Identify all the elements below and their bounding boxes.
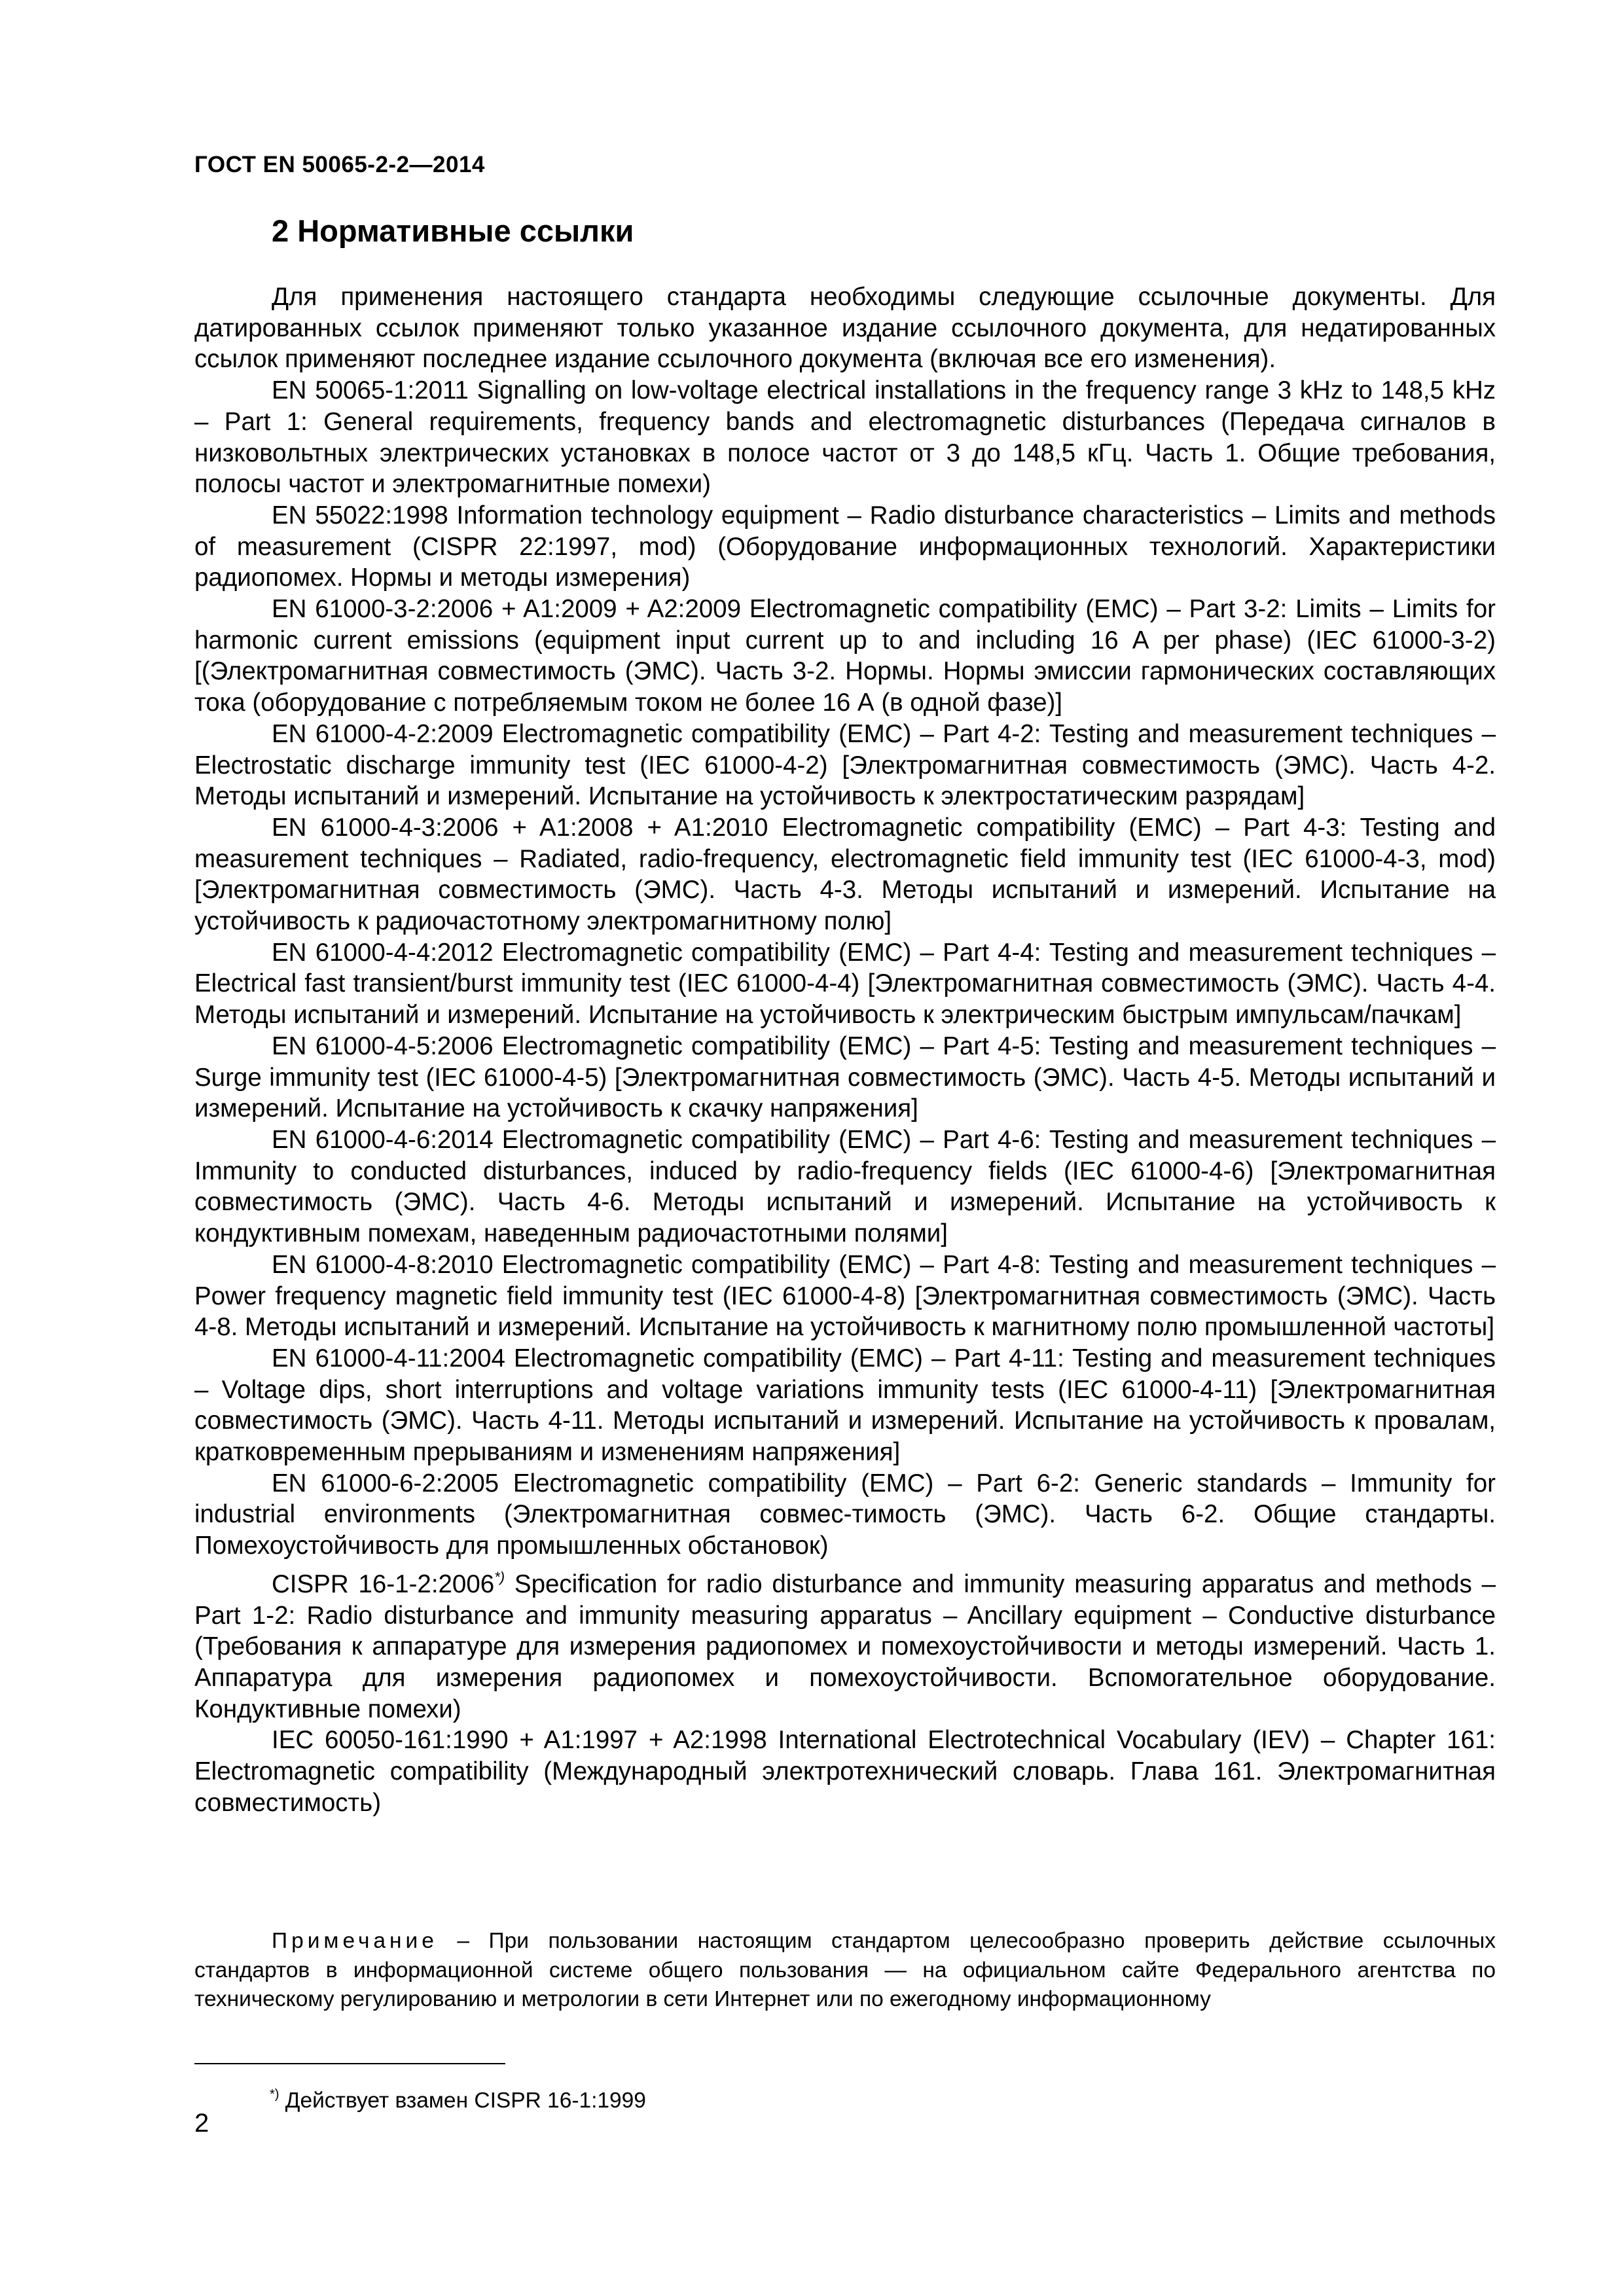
reference-item: EN 61000-4-3:2006 + A1:2008 + A1:2010 Electromagnetic compatibility (EMC) – Part 4-3: Testing and measurement techniques – Radiated, radio-frequency, electromagnetic field immunity test (IEC 61000-4-3, mod) [Электромагнитная совместимость (ЭМС). Часть 4-3. Методы испытаний и измерений. Испытание на устойчивость к радиочастотному электромагнитному полю] xyxy=(194,813,1496,936)
reference-item: EN 55022:1998 Information technology equipment – Radio disturbance characteristics – Limits and methods of measurement (CISPR 22:1997, mod) (Оборудование информационных технологий. Характеристики радиопомех. Нормы и методы измерения) xyxy=(194,501,1496,592)
footnote xyxy=(270,2080,646,2115)
reference-item: EN 61000-4-2:2009 Electromagnetic compatibility (EMC) – Part 4-2: Testing and measurement techniques – Electrostatic discharge immunity test (IEC 61000-4-2) [Электромагнитная совместимость (ЭМС). Часть 4-2. Методы испытаний и измерений. Испытание на устойчивость к электростатическим разрядам] xyxy=(194,719,1496,811)
reference-item: EN 61000-6-2:2005 Electromagnetic compatibility (EMC) – Part 6-2: Generic standards – Immunity for industrial environments (Электромагнитная совмес-тимость (ЭМС). Часть 6-2. Общие стандарты. Помехоустойчивость для промышленных обстановок) xyxy=(194,1469,1496,1560)
reference-code: CISPR 16-1-2:2006 xyxy=(272,1570,495,1598)
page-number: 2 xyxy=(194,2109,209,2138)
reference-item: EN 61000-4-5:2006 Electromagnetic compatibility (EMC) – Part 4-5: Testing and measurement techniques – Surge immunity test (IEC 61000-4-5) [Электромагнитная совместимость (ЭМС). Часть 4-5. Методы испытаний и измерений. Испытание на устойчивость к скачку напряжения] xyxy=(194,1031,1496,1123)
section-title: 2 Нормативные ссылки xyxy=(272,213,634,248)
reference-text: Specification for radio disturbance and immunity measuring apparatus and methods – Part 1-2: Radio disturbance and immunity measuring apparatus – Ancillary equipment – Conductive disturbance (Требования к аппаратуре для измерения радиопомех и помехоустойчивости и методы измерений. Часть 1. Аппаратура для измерения радиопомех и помехоустойчивости. Вспомогательное оборудование. Кондуктивные помехи) xyxy=(194,1570,1496,1723)
note-label: Примечание xyxy=(272,1929,438,1953)
reference-item: EN 61000-4-4:2012 Electromagnetic compatibility (EMC) – Part 4-4: Testing and measurement techniques – Electrical fast transient/burst immunity test (IEC 61000-4-4) [Электромагнитная совместимость (ЭМС). Часть 4-4. Методы испытаний и измерений. Испытание на устойчивость к электрическим быстрым импульсам/пачкам] xyxy=(194,938,1496,1030)
reference-item: EN 61000-4-11:2004 Electromagnetic compatibility (EMC) – Part 4-11: Testing and measurement techniques – Voltage dips, short interruptions and voltage variations immunity tests (IEC 61000-4-11) [Электромагнитная совместимость (ЭМС). Часть 4-11. Методы испытаний и измерений. Испытание на устойчивость к провалам, кратковременным прерываниям и изменениям напряжения] xyxy=(194,1344,1496,1467)
note-text: – При пользовании настоящим стандартом целесообразно проверить действие ссылочных стандартов в информационной системе общего пользования — на официальном сайте Федерального агентства по техническому регулированию и метрологии в сети Интернет или по ежегодному информационному xyxy=(194,1929,1496,2011)
reference-item: EN 61000-4-8:2010 Electromagnetic compatibility (EMC) – Part 4-8: Testing and measurement techniques – Power frequency magnetic field immunity test (IEC 61000-4-8) [Электромагнитная совместимость (ЭМС). Часть 4-8. Методы испытаний и измерений. Испытание на устойчивость к магнитному полю промышленной частоты] xyxy=(194,1250,1496,1342)
reference-item: EN 61000-3-2:2006 + A1:2009 + A2:2009 Electromagnetic compatibility (EMC) – Part 3-2: Limits – Limits for harmonic current emissions (equipment input current up to and including 16 A per phase) (IEC 61000-3-2) [(Электромагнитная совместимость (ЭМС). Часть 3-2. Нормы. Нормы эмиссии гармонических составляющих тока (оборудование с потребляемым током не более 16 А (в одной фазе)] xyxy=(194,595,1496,717)
footnote-marker: *) xyxy=(494,1568,505,1585)
footnote-divider xyxy=(194,2063,505,2064)
note-paragraph xyxy=(194,1927,1496,2015)
footnote-mark: *) xyxy=(270,2087,280,2102)
intro-paragraph: Для применения настоящего стандарта необходимы следующие ссылочные документы. Для датированных ссылок применяют только указанное издание ссылочного документа, для недатированных ссылок применяют последнее издание ссылочного документа (включая все его изменения). xyxy=(194,283,1496,374)
reference-item: IEC 60050-161:1990 + A1:1997 + A2:1998 International Electrotechnical Vocabulary (IEV) – Chapter 161: Electromagnetic compatibility (Международный электротехнический словарь. Глава 161. Электромагнитная совместимость) xyxy=(194,1726,1496,1817)
reference-item xyxy=(194,1562,1496,1725)
note-block xyxy=(194,1927,1496,2015)
reference-item: EN 50065-1:2011 Signalling on low-voltage electrical installations in the frequency range 3 kHz to 148,5 kHz – Part 1: General requirements, frequency bands and electromagnetic disturbances (Передача сигналов в низковольтных электрических установках в полосе частот от 3 до 148,5 кГц. Часть 1. Общие требования, полосы частот и электромагнитные помехи) xyxy=(194,376,1496,499)
references-body xyxy=(194,281,1496,1818)
reference-item: EN 61000-4-6:2014 Electromagnetic compatibility (EMC) – Part 4-6: Testing and measurement techniques – Immunity to conducted disturbances, induced by radio-frequency fields (IEC 61000-4-6) [Электромагнитная совместимость (ЭМС). Часть 4-6. Методы испытаний и измерений. Испытание на устойчивость к кондуктивным помехам, наведенным радиочастотными полями] xyxy=(194,1125,1496,1248)
footnote-text: Действует взамен CISPR 16-1:1999 xyxy=(279,2089,646,2113)
document-code-header: ГОСТ EN 50065-2-2—2014 xyxy=(194,152,485,177)
